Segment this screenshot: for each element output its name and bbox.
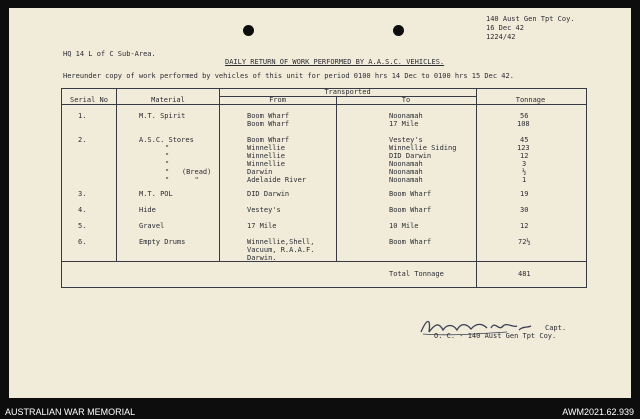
punch-hole [243,25,254,36]
row2-material: " " [165,176,199,184]
row5-to: 10 Mile [389,222,419,230]
signatory-rank: Capt. [545,324,567,332]
row1-tonnage: 56 [520,112,529,120]
row2-material: " [165,160,170,168]
row2-tonnage: ½ [522,168,527,176]
row1-to: 17 Mile [389,120,419,128]
row1-from: Boom Wharf [247,120,290,128]
row5-from: 17 Mile [247,222,277,230]
row2-material: A.S.C. Stores [139,136,194,144]
document-title: DAILY RETURN OF WORK PERFORMED BY A.A.S.C. VEHICLES. [225,58,445,66]
signatory-title: O. C. - 140 Aust Gen Tpt Coy. [434,332,557,340]
row2-to: DID Darwin [389,152,432,160]
document-date: 16 Dec 42 [486,24,524,32]
row6-from: Winnellie,Shell, [247,238,315,246]
row1-from: Boom Wharf [247,112,290,120]
row6-material: Empty Drums [139,238,186,246]
row2-to: Noonamah [389,168,423,176]
row3-to: Boom Wharf [389,190,432,198]
row5-serial: 5. [78,222,87,230]
row2-from: Adelaide River [247,176,307,184]
row4-serial: 4. [78,206,87,214]
row2-material: " [165,144,170,152]
addressee: HQ 14 L of C Sub-Area. [63,50,156,58]
row2-from: Winnellie [247,160,285,168]
row3-serial: 3. [78,190,87,198]
row5-tonnage: 12 [520,222,529,230]
row2-tonnage: 12 [520,152,529,160]
header-serial: Serial No [70,96,108,104]
row2-to: Vestey's [389,136,423,144]
row2-material: " (Bread) [165,168,212,176]
row4-to: Boom Wharf [389,206,432,214]
row2-tonnage: 1 [522,176,527,184]
row1-to: Noonamah [389,112,423,120]
accession-number: AWM2021.62.939 [562,407,634,417]
reference-number: 1224/42 [486,33,516,41]
row6-to: Boom Wharf [389,238,432,246]
row4-from: Vestey's [247,206,281,214]
punch-hole [393,25,404,36]
row6-from: Vacuum, R.A.A.F. [247,246,315,254]
header-to: To [401,96,411,104]
row2-tonnage: 123 [517,144,530,152]
row3-from: DID Darwin [247,190,290,198]
total-label: Total Tonnage [389,270,444,278]
row2-tonnage: 3 [522,160,527,168]
row3-material: M.T. POL [139,190,173,198]
unit-name: 140 Aust Gen Tpt Coy. [486,15,575,23]
row5-material: Gravel [139,222,165,230]
row1-serial: 1. [78,112,87,120]
row2-material: " [165,152,170,160]
row2-tonnage: 45 [520,136,529,144]
row2-serial: 2. [78,136,87,144]
row2-to: Noonamah [389,176,423,184]
row4-tonnage: 30 [520,206,529,214]
row6-serial: 6. [78,238,87,246]
header-from: From [269,96,286,104]
header-tonnage: Tonnage [515,96,546,104]
row2-from: Boom Wharf [247,136,290,144]
row2-to: Winnellie Siding [389,144,457,152]
row2-from: Winnellie [247,144,285,152]
row4-material: Hide [139,206,156,214]
row6-tonnage: 72½ [518,238,531,246]
row2-to: Noonamah [389,160,423,168]
institution-label: AUSTRALIAN WAR MEMORIAL [5,407,136,417]
total-value: 481 [518,270,531,278]
row2-from: Winnellie [247,152,285,160]
header-material: Material [151,96,185,104]
row6-from: Darwin. [247,254,277,262]
intro-text: Hereunder copy of work performed by vehicles of this unit for period 0100 hrs 14 Dec to 0100 hrs 15 Dec 42. [63,72,514,80]
row2-from: Darwin [247,168,273,176]
row3-tonnage: 19 [520,190,529,198]
row1-material: M.T. Spirit [139,112,186,120]
document-page [9,8,631,398]
row1-tonnage: 108 [517,120,530,128]
header-transported: Transported [324,88,371,96]
